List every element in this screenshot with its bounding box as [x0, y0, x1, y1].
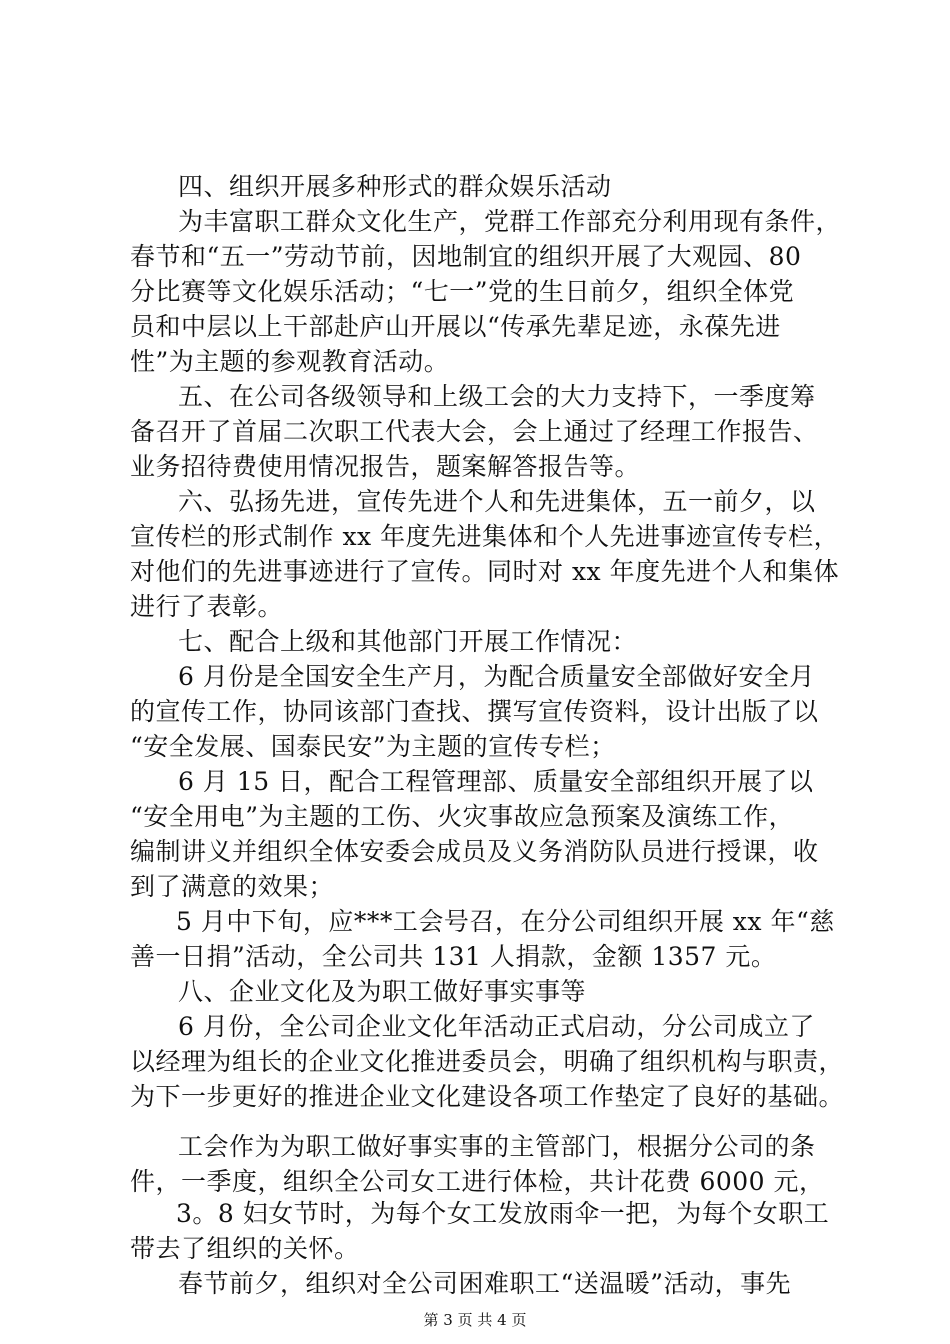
paragraph-line: “安全发展、国泰民安”为主题的宣传专栏； [130, 732, 616, 761]
paragraph-line: 业务招待费使用情况报告，题案解答报告等。 [130, 452, 641, 481]
paragraph-line: 件，一季度，组织全公司女工进行体检，共计花费 6000 元， [130, 1167, 825, 1196]
section-heading-7: 七、配合上级和其他部门开展工作情况： [178, 627, 638, 656]
section-heading-4: 四、组织开展多种形式的群众娱乐活动 [178, 172, 612, 201]
section-heading-5: 五、在公司各级领导和上级工会的大力支持下，一季度筹 [178, 382, 816, 411]
paragraph-line: 编制讲义并组织全体安委会成员及义务消防队员进行授课，收 [130, 837, 819, 866]
paragraph-line: 为下一步更好的推进企业文化建设各项工作垫定了良好的基础。 [130, 1082, 845, 1111]
paragraph-line: 善一日捐”活动，全公司共 131 人捐款，金额 1357 元。 [130, 942, 777, 971]
paragraph-line: 带去了组织的关怀。 [130, 1234, 360, 1263]
section-heading-8: 八、企业文化及为职工做好事实事等 [178, 977, 587, 1006]
paragraph-line: 备召开了首届二次职工代表大会，会上通过了经理工作报告、 [130, 417, 819, 446]
page-number-footer: 第 3 页 共 4 页 [423, 1311, 527, 1329]
paragraph-line: 对他们的先进事迹进行了宣传。同时对 xx 年度先进个人和集体 [130, 557, 840, 586]
paragraph-line: 进行了表彰。 [130, 592, 284, 621]
section-heading-6: 六、弘扬先进，宣传先进个人和先进集体，五一前夕，以 [178, 487, 816, 516]
paragraph-line: 宣传栏的形式制作 xx 年度先进集体和个人先进事迹宣传专栏， [130, 522, 840, 551]
paragraph-line: 的宣传工作，协同该部门查找、撰写宣传资料，设计出版了以 [130, 697, 819, 726]
paragraph-line: 为丰富职工群众文化生产，党群工作部充分利用现有条件， [178, 207, 842, 236]
paragraph-line: 5 月中下旬，应***工会号召，在分公司组织开展 xx 年“慈 [176, 907, 835, 936]
paragraph-line: 工会作为为职工做好事实事的主管部门，根据分公司的条 [178, 1132, 816, 1161]
paragraph-line: 性”为主题的参观教育活动。 [130, 347, 450, 376]
paragraph-line: 春节前夕，组织对全公司困难职工“送温暖”活动，事先 [178, 1269, 792, 1298]
paragraph-line: 员和中层以上干部赴庐山开展以“传承先辈足迹，永葆先进 [130, 312, 781, 341]
paragraph-line: 6 月 15 日，配合工程管理部、质量安全部组织开展了以 [178, 767, 814, 796]
paragraph-line: 春节和“五一”劳动节前，因地制宜的组织开展了大观园、80 [130, 242, 802, 271]
paragraph-line: 6 月份，全公司企业文化年活动正式启动，分公司成立了 [178, 1012, 815, 1041]
paragraph-line: “安全用电”为主题的工伤、火灾事故应急预案及演练工作， [130, 802, 795, 831]
paragraph-line: 6 月份是全国安全生产月，为配合质量安全部做好安全月 [178, 662, 815, 691]
paragraph-line: 3。8 妇女节时，为每个女工发放雨伞一把，为每个女职工 [176, 1199, 830, 1228]
paragraph-line: 到了满意的效果； [130, 872, 335, 901]
paragraph-line: 分比赛等文化娱乐活动；“七一”党的生日前夕，组织全体党 [130, 277, 795, 306]
paragraph-line: 以经理为组长的企业文化推进委员会，明确了组织机构与职责， [130, 1047, 845, 1076]
